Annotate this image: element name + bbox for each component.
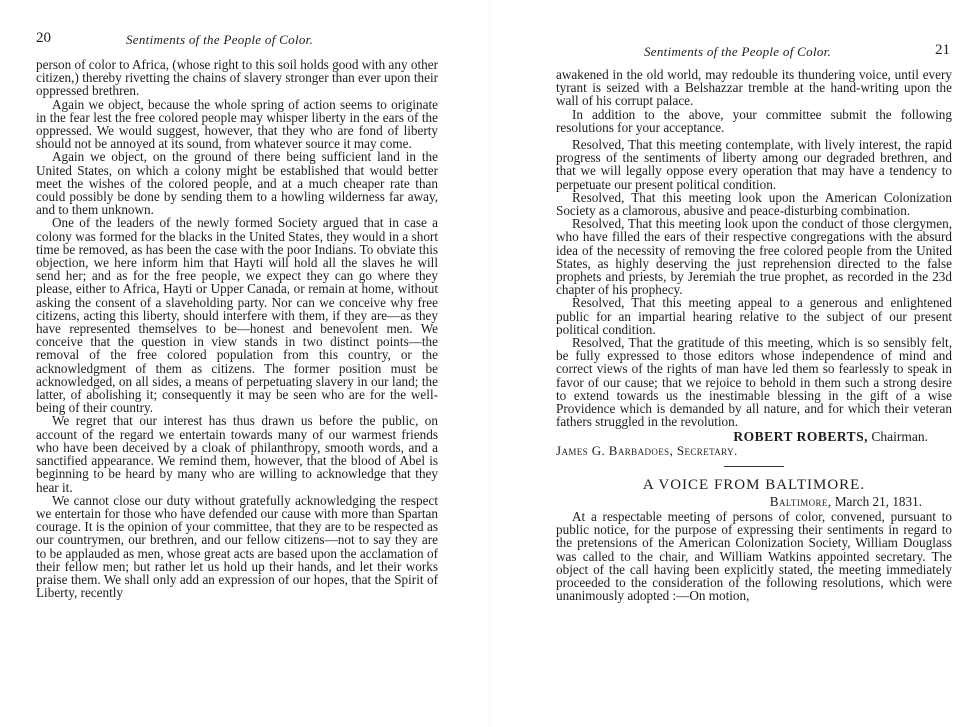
resolution: Resolved, That the gratitude of this meeting, which is so sensibly felt, be fully expressed to those editors whose independence of mind and correct views of the rights of man have led them so fearlessly to speak in favor of our cause; that we rejoice to behold in them such a strong desire to extend towards us the inestimable blessing in the gift of a wise Providence which is demanded by all nature, and for which their veteran fathers struggled in the revolution. <box>556 335 952 430</box>
section-divider <box>724 466 784 467</box>
paragraph: At a respectable meeting of persons of color, convened, pursuant to public notice, for the purpose of expressing their sentiments in regard to the pretensions of the American Colonization Society, William Douglass was called to the chair, and William Watkins appointed secretary. The object of the call having been explicitly stated, the meeting immediately proceeded to the consideration of the following resolutions, which were unanimously adopted :—On motion, <box>556 508 952 604</box>
resolution: Resolved, That this meeting appeal to a generous and enlightened public for an impartial hearing relative to the subject of our present political condition. <box>556 295 952 337</box>
resolution: Resolved, That this meeting look upon the American Colonization Society as a clamorous, abusive and peace-disturbing combination. <box>556 189 952 219</box>
running-head: Sentiments of the People of Color. <box>126 32 314 47</box>
paragraph: We regret that our interest has thus drawn us before the public, on account of the regard we entertain towards many of our warmest friends who have been deceived by a cloak of philanthropy, smooth words, and a sanctified appearance. We remind them, however, that the blood of Abel is beginning to be heard by many who are willing to acknowledge that they hear it. <box>36 413 438 495</box>
section-title: A VOICE FROM BALTIMORE. <box>642 477 866 494</box>
secretary-line: James G. Barbadoes, Secretary. <box>556 443 738 459</box>
paragraph: awakened in the old world, may redouble its thundering voice, until every tyrant is seized with a Belshazzar tremble at the hand-writing upon the wall of his corrupt palace. <box>556 67 952 109</box>
page-number: 20 <box>36 30 51 46</box>
right-page-header <box>560 42 960 62</box>
signature-block <box>556 430 952 458</box>
left-page-body <box>36 58 438 599</box>
page-number: 21 <box>935 42 950 58</box>
left-page-header <box>36 30 436 50</box>
resolution: Resolved, That this meeting contemplate, with lively interest, the rapid progress of the sentiments of liberty among our degraded brethren, and that we will legally oppose every operation that may have a tendency to perpetuate our present political condition. <box>556 137 952 192</box>
dateline <box>556 495 952 508</box>
paragraph: Again we object, on the ground of there being sufficient land in the United States, on which a colony might be established that would better meet the wishes of the colored people, and at a much cheaper rate than could possibly be done by sending them to a howling wilderness far away, and to them unknown. <box>36 149 438 218</box>
date-place: Baltimore, <box>769 493 832 509</box>
paragraph: In addition to the above, your committee submit the following resolutions for your acceptance. <box>556 106 952 135</box>
running-head: Sentiments of the People of Color. <box>644 44 832 59</box>
paragraph: person of color to Africa, (whose right to this soil holds good with any other citizen,) thereby rivetting the chains of slavery stronger than ever upon their oppressed brethren. <box>36 57 438 99</box>
chairman-signature <box>733 430 928 443</box>
paragraph: Again we object, because the whole spring of action seems to originate in the fear lest the free colored people may whisper liberty in the ears of the oppressed. We would suggest, however, that they who are fond of liberty should not be annoyed at its sound, from whatever source it may come. <box>36 96 438 152</box>
resolution: Resolved, That this meeting look upon the conduct of those clergymen, who have filled the ears of their respective congregations with the absurd idea of the necessity of removing the free colored people from the United States, as highly deserving the just reprehension directed to the false prophets and priests, by Jeremiah the true prophet, as recorded in the 23d chapter of his prophecy. <box>556 216 952 298</box>
right-page <box>490 0 980 727</box>
date-rest: March 21, 1831. <box>834 493 922 509</box>
right-page-body <box>556 68 952 602</box>
paragraph: One of the leaders of the newly formed Society argued that in case a colony was formed for the blacks in the United States, they would in a short time be removed, as has been the case with the poor Indians. To obviate this objection, we here inform him that Hayti will hold all the slaves he will send her; and as for the free people, we expect they can go where they please, either to Africa, Hayti or Upper Canada, or remain at home, without asking the consent of a slaveholding party. Nor can we conceive why free citizens, acting this liberty, should interfere with them, if they are—as they have represented themselves to be—honest and benevolent men. We conceive that the question in view stands in two distinct points—the removal of the free colored population from this country, or the acknowledgment of them as citizens. The former position must be acknowledged, on all sides, a means of perpetuating slavery in our land; the latter, of abolishing it; consequently it may be seen who are for the well-being of their country. <box>36 215 438 416</box>
chairman-title: Chairman. <box>871 429 928 445</box>
paragraph: We cannot close our duty without gratefully acknowledging the respect we entertain for those who have defended our cause with more than Spartan courage. It is the opinion of your committee, that they are to be respected as our countrymen, our brethren, and our fellow citizens—not to say they are to be applauded as men, whose great acts are based upon the acclamation of their fellow men; but rather let us hold up their hands, and let their works praise them. We shall only add an expression of our hopes, that the Spirit of Liberty, recently <box>36 492 438 601</box>
chairman-name: ROBERT ROBERTS, <box>733 429 868 445</box>
